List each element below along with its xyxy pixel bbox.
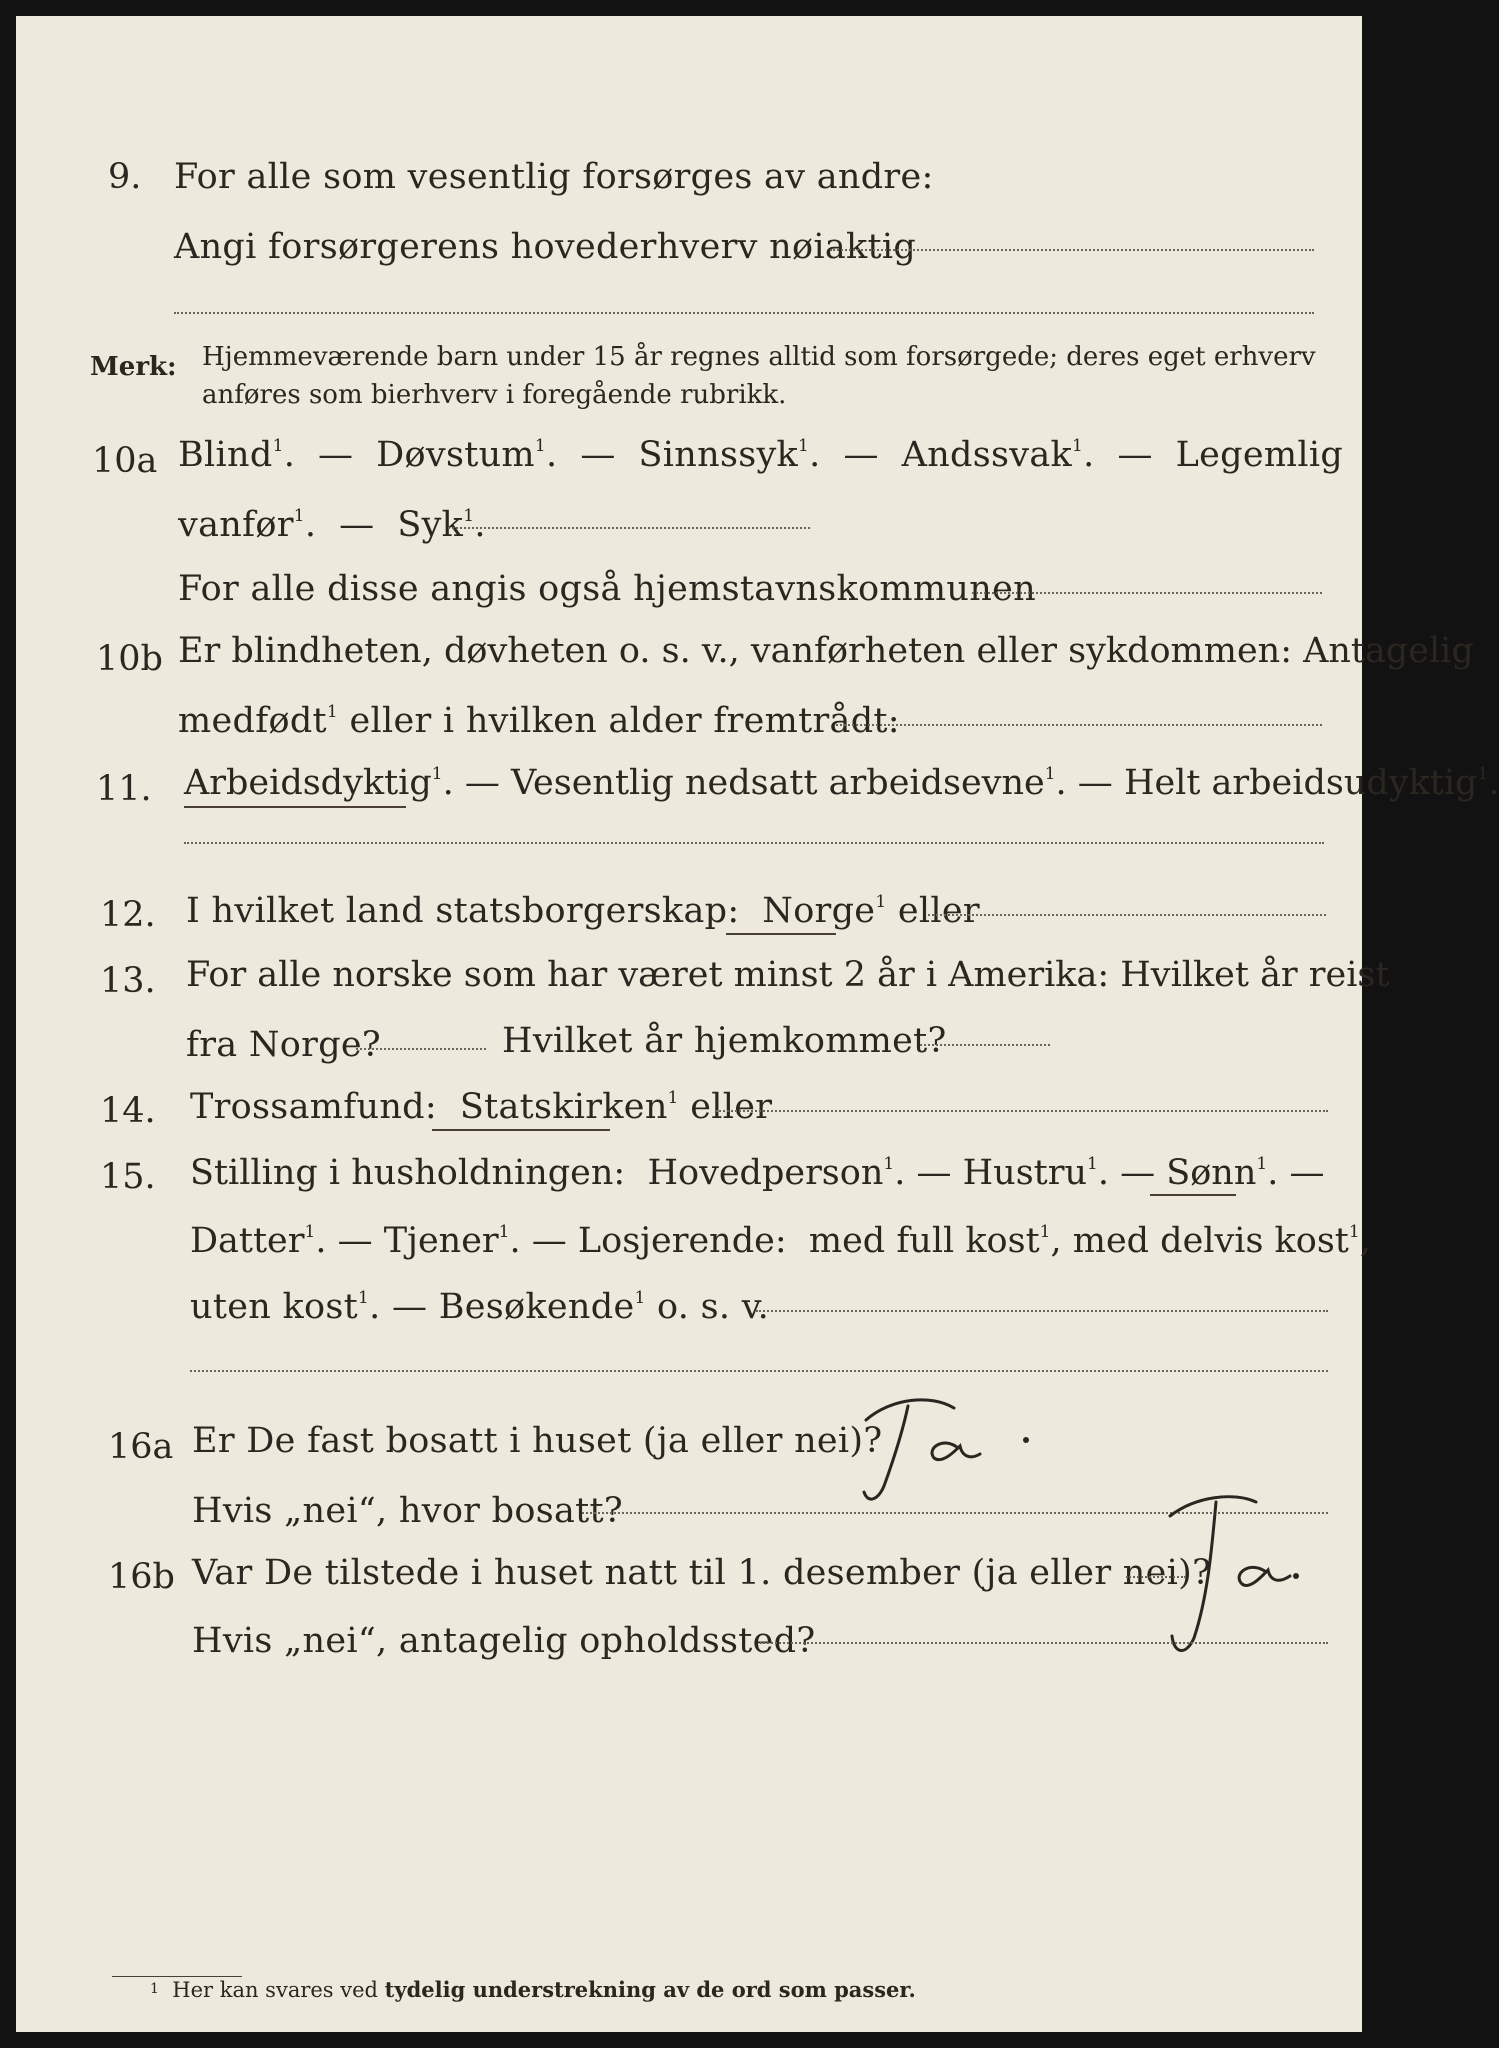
handwritten-answer-ja-16a bbox=[846, 1386, 1076, 1516]
q9-answer-line bbox=[830, 249, 1314, 251]
q13-reist-line bbox=[356, 1048, 486, 1050]
option-datter: Datter bbox=[190, 1221, 305, 1261]
item-number-16b: 16b bbox=[108, 1557, 175, 1597]
underline-statskirken bbox=[432, 1129, 610, 1131]
option-arbeidsdyktig: Arbeidsdyktig bbox=[184, 763, 432, 803]
q10a-line1: Blind$^1$. — Døvstum$^1$. — Sinnssyk$^1$. — Andssvak$^1$. — Legemlig bbox=[178, 435, 1344, 475]
item-number-15: 15. bbox=[100, 1157, 156, 1197]
item-number-10a: 10a bbox=[92, 441, 158, 481]
option-andssvak: Andssvak bbox=[901, 435, 1073, 475]
underline-norge bbox=[726, 933, 836, 935]
q10b-line1: Er blindheten, døvheten o. s. v., vanførheten eller sykdommen: Antagelig bbox=[178, 631, 1474, 671]
item-number-10b: 10b bbox=[96, 639, 163, 679]
underline-arbeidsdyktig bbox=[184, 806, 406, 808]
merk-label: Merk: bbox=[90, 352, 177, 382]
q10b-line2: medfødt$^1$ eller i hvilken alder fremtrådt: bbox=[178, 701, 900, 741]
q10a-line3: For alle disse angis også hjemstavnskommunen bbox=[178, 569, 1036, 609]
q9-line2: Angi forsørgerens hovederhverv nøiaktig bbox=[174, 227, 917, 267]
q11-answer-line bbox=[184, 842, 1324, 844]
q10a-line2: vanfør$^1$. — Syk$^1$. bbox=[178, 505, 486, 545]
q9-line1: For alle som vesentlig forsørges av andre: bbox=[174, 157, 934, 197]
option-hovedperson: Hovedperson bbox=[647, 1153, 884, 1193]
q15-answer-line bbox=[756, 1310, 1328, 1312]
q10a-answer-line bbox=[448, 527, 810, 529]
q15-line3: uten kost$^1$. — Besøkende$^1$ o. s. v. bbox=[190, 1287, 770, 1327]
option-statskirken: Statskirken bbox=[459, 1087, 668, 1127]
q14-line1: Trossamfund: Statskirken$^1$ eller bbox=[190, 1087, 773, 1127]
footnote: 1 Her kan svares ved tydelig understrekning av de ord som passer. bbox=[150, 1977, 916, 2002]
option-blind: Blind bbox=[178, 435, 273, 475]
item-number-16a: 16a bbox=[108, 1427, 174, 1467]
option-sinnssyk: Sinnssyk bbox=[638, 435, 799, 475]
q13-fra-norge: fra Norge? bbox=[186, 1025, 381, 1065]
option-uten-kost: uten kost bbox=[190, 1287, 358, 1327]
option-vanfor: vanfør bbox=[178, 505, 294, 545]
q15-line1: Stilling i husholdningen: Hovedperson$^1$. — Hustru$^1$. — Sønn$^1$. — bbox=[190, 1153, 1325, 1193]
q12-line1: I hvilket land statsborgerskap: Norge$^1$ eller bbox=[186, 891, 980, 931]
q15-answer-line-2 bbox=[190, 1370, 1328, 1372]
option-med-full-kost: med full kost bbox=[808, 1221, 1040, 1261]
q16a-line2: Hvis „nei“, hvor bosatt? bbox=[192, 1491, 623, 1531]
q13-hjemkommet: Hvilket år hjemkommet? bbox=[502, 1021, 947, 1061]
q16b-line1: Var De tilstede i huset natt til 1. desember (ja eller nei)? bbox=[192, 1553, 1212, 1593]
option-med-delvis-kost: med delvis kost bbox=[1072, 1221, 1349, 1261]
handwritten-answer-ja-16b bbox=[1146, 1476, 1336, 1666]
q12-answer-line bbox=[928, 914, 1326, 916]
q16a-line1: Er De fast bosatt i huset (ja eller nei)? bbox=[192, 1421, 883, 1461]
q16b-answer-line bbox=[760, 1642, 1328, 1644]
item-number-13: 13. bbox=[100, 961, 156, 1001]
q13-line1: For alle norske som har været minst 2 år i Amerika: Hvilket år reist bbox=[186, 955, 1390, 995]
q16b-line2: Hvis „nei“, antagelig opholdssted? bbox=[192, 1621, 816, 1661]
merk-line1: Hjemmeværende barn under 15 år regnes alltid som forsørgede; deres eget erhverv bbox=[202, 342, 1316, 372]
option-hustru: Hustru bbox=[962, 1153, 1087, 1193]
option-dovstum: Døvstum bbox=[376, 435, 535, 475]
item-number-11: 11. bbox=[96, 769, 152, 809]
q15-line2: Datter$^1$. — Tjener$^1$. — Losjerende: med full kost$^1$, med delvis kost$^1$, bbox=[190, 1221, 1371, 1261]
merk-line2: anføres som bierhverv i foregående rubrikk. bbox=[202, 380, 787, 410]
option-helt-arbeidsudyktig: Helt arbeidsudyktig bbox=[1123, 763, 1478, 803]
q10b-answer-line bbox=[836, 724, 1322, 726]
option-sonn: Sønn bbox=[1166, 1153, 1257, 1193]
option-besokende: Besøkende bbox=[438, 1287, 635, 1327]
option-tjener: Tjener bbox=[383, 1221, 499, 1261]
option-vesentlig-nedsatt: Vesentlig nedsatt arbeidsevne bbox=[510, 763, 1045, 803]
option-legemlig: Legemlig bbox=[1175, 435, 1344, 475]
q14-answer-line bbox=[716, 1110, 1328, 1112]
item-number-9: 9. bbox=[108, 157, 142, 197]
option-syk: Syk bbox=[397, 505, 464, 545]
census-form-page bbox=[16, 16, 1499, 2032]
q9-answer-line-2 bbox=[174, 312, 1314, 314]
item-number-12: 12. bbox=[100, 895, 156, 935]
q13-hjemkommet-line bbox=[920, 1044, 1050, 1046]
item-number-14: 14. bbox=[100, 1091, 156, 1131]
q10a-kommune-line bbox=[972, 592, 1322, 594]
underline-sonn bbox=[1150, 1194, 1236, 1196]
option-norge: Norge bbox=[762, 891, 876, 931]
q11-line1: Arbeidsdyktig$^1$. — Vesentlig nedsatt arbeidsevne$^1$. — Helt arbeidsudyktig$^1$. bbox=[184, 763, 1499, 803]
